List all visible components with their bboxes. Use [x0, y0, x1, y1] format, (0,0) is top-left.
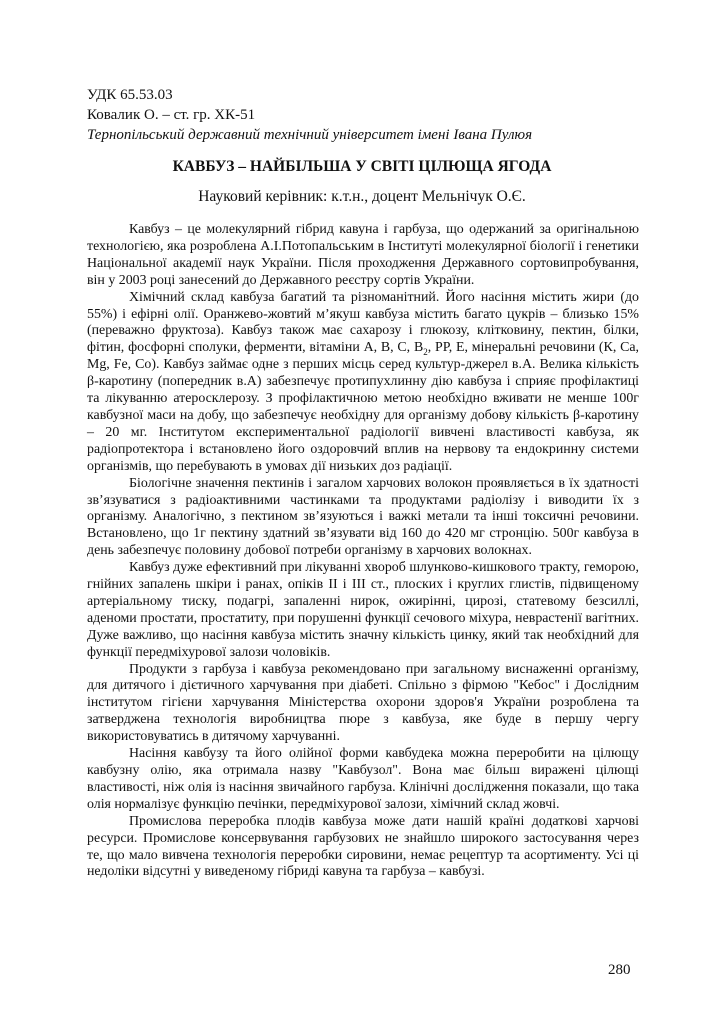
article-header	[87, 85, 647, 145]
page-number: 280	[608, 962, 631, 978]
paragraph-1: Кавбуз – це молекулярний гібрид кавуна і гарбуза, що одержаний за оригінальною технологією, яка розроблена А.І.Потопальським в Інституті молекулярної біології і генетики Національної академії наук України. Після проходження Державного сортовипробування, він у 2003 році занесений до Державного реєстру сортів України.	[87, 222, 639, 288]
affiliation-line: Тернопільський державний технічний університет імені Івана Пулюя	[87, 127, 533, 143]
paragraph-2	[87, 290, 639, 476]
article-body	[87, 222, 639, 881]
vitamin-subscript: 2	[423, 347, 428, 358]
paragraph-5: Продукти з гарбуза і кавбуза рекомендовано при загальному виснаженні організму, для дитячого і дієтичного харчування при діабеті. Спільно з фірмою "Кебос" і Дослідним інститутом гігієни харчування Міністерства охорони здоров'я України розроблена та затверджена технологія виробництва пюре з кавбуза, яке буде в першу чергу використовуватись в дитячому харчуванні.	[87, 661, 639, 745]
article-title: КАВБУЗ – НАЙБІЛЬША У СВІТІ ЦІЛЮЩА ЯГОДА	[172, 158, 552, 175]
paragraph-2-part-2: , РР, Е, мінеральні речовини (К, Са, Mg, Fe, Co). Кавбуз займає одне з перших місць серед культур-джерел в.А. Велика кількість β-каротину (попередник в.А) забезпечує протипухлинну дію кавбуза і сприяє профілактиці та лікуванню атеросклерозу. З профілактичною метою необхідно вживати не менше 100г кавбузної маси на добу, що забезпечує необхідну для організму добову кількість β-каротину – 20 мг. Інститутом експериментальної радіології вивчені властивості кавбуза, як радіопротектора і встановлено його оздоровчий вплив на нервову та ендокринну системи організмів, що перебувають в умовах дії низьких доз радіації.	[87, 340, 639, 474]
udk-code: УДК 65.53.03	[87, 87, 173, 103]
paragraph-4: Кавбуз дуже ефективний при лікуванні хвороб шлунково-кишкового тракту, геморою, гнійних запалень шкіри і ранах, опіків ІІ і ІІІ ст., плоских і круглих глистів, підвищеному артеріальному тиску, подагрі, запаленні нирок, ожирінні, цирозі, статевому безсиллі, аденоми простати, простатиту, при порушенні функції сечового міхура, неврастенії вагітних. Дуже важливо, що насіння кавбуза містить значну кількість цинку, який так необхідний для функції передміхурової залози чоловіків.	[87, 560, 639, 660]
author-line: Ковалик О. – ст. гр. ХК-51	[87, 107, 256, 123]
paragraph-2-part-1: Хімічний склад кавбуза багатий та різноманітний. Його насіння містить жири (до 55%) і ефірні олії. Оранжево-жовтий м’якуш кавбуза містить багато цукрів – близько 15% (переважно фруктоза). Кавбуз також має сахарозу і глюкозу, клітковину, пектин, білки, фітин, фосфорні сполуки, ферменти, вітаміни А, В, С, В	[87, 289, 639, 356]
paragraph-3: Біологічне значення пектинів і загалом харчових волокон проявляється в їх здатності зв’язуватися з радіоактивними частинками та продуктами радіолізу і виводити їх з організму. Аналогічно, з пектином зв’язуються і важкі метали та інші токсичні речовини. Встановлено, що 1г пектину здатний зв’язувати від 160 до 420 мг стронцію. 500г кавбуза в день забезпечує половину добової потреби організму в харчових волокнах.	[87, 475, 639, 559]
scientific-advisor: Науковий керівник: к.т.н., доцент Мельнічук О.Є.	[198, 188, 526, 205]
paragraph-7: Промислова переробка плодів кавбуза може дати нашій країні додаткові харчові ресурси. Промислове консервування гарбузових не знайшло широкого застосування через те, що мало вивчена технологія переробки сировини, немає рецептур та асортименту. Усі ці недоліки відсутні у виведеному гібриді кавуна та гарбуза – кавбузі.	[87, 813, 639, 880]
paragraph-6: Насіння кавбузу та його олійної форми кавбудека можна переробити на цілющу кавбузну олію, яка отримала назву "Кавбузол". Вона має більш виражені цілющі властивості, ніж олія із насіння звичайного гарбуза. Клінічні дослідження показали, що така олія нормалізує функцію печінки, передміхурової залози, хімічний склад жовчі.	[87, 746, 639, 812]
